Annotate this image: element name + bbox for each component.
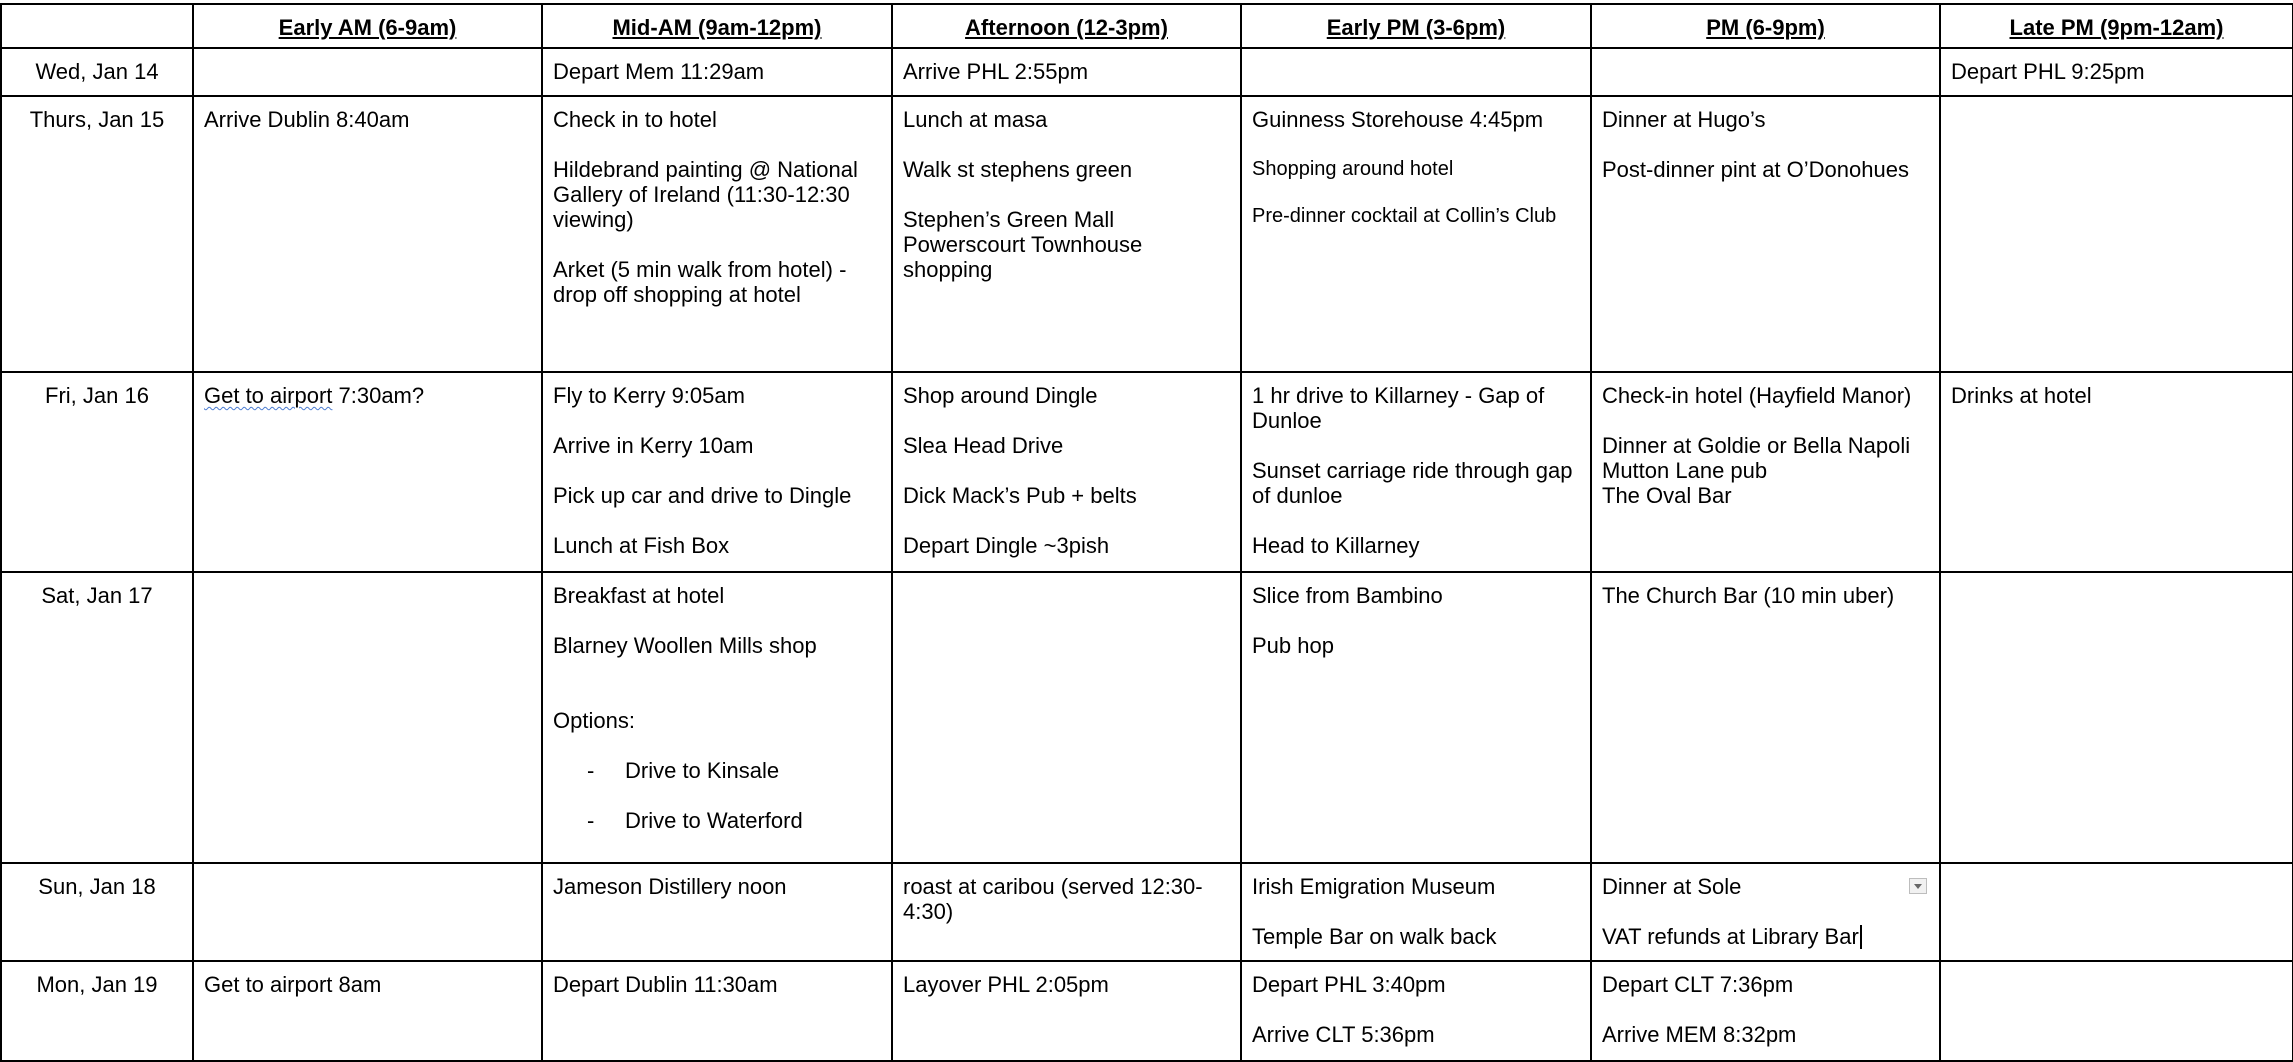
cell-entry: Pub hop xyxy=(1252,633,1334,658)
cell-entry: Blarney Woollen Mills shop xyxy=(553,633,817,658)
cell-entry: Lunch at masa xyxy=(903,107,1048,132)
cell-entry: Pick up car and drive to Dingle xyxy=(553,483,852,508)
cell-entry: Arket (5 min walk from hotel) - drop off shopping at hotel xyxy=(553,257,847,307)
table-cell[interactable] xyxy=(1940,48,2293,96)
list-dash: - xyxy=(587,808,595,833)
table-cell[interactable] xyxy=(542,372,892,572)
cell-entry: Arrive CLT 5:36pm xyxy=(1252,1022,1435,1047)
cell-entry: 1 hr drive to Killarney - Gap of Dunloe xyxy=(1252,383,1545,433)
table-cell[interactable] xyxy=(1241,961,1591,1061)
table-cell[interactable] xyxy=(542,961,892,1061)
cell-entry: Depart Dingle ~3pish xyxy=(903,533,1110,558)
cell-entry: Depart Dublin 11:30am xyxy=(553,972,778,997)
cell-entry: Arrive PHL 2:55pm xyxy=(903,59,1089,84)
table-cell[interactable] xyxy=(193,863,542,961)
table-cell[interactable] xyxy=(1591,96,1940,372)
table-cell[interactable] xyxy=(542,572,892,863)
cell-entry: Depart PHL 9:25pm xyxy=(1951,59,2145,84)
table-cell[interactable] xyxy=(892,961,1241,1061)
cell-entry: Arrive in Kerry 10am xyxy=(553,433,754,458)
cell-entry: Depart CLT 7:36pm xyxy=(1602,972,1794,997)
cell-entry: Layover PHL 2:05pm xyxy=(903,972,1109,997)
table-cell-active[interactable] xyxy=(1591,863,1940,961)
cell-entry: Depart Mem 11:29am xyxy=(553,59,765,84)
table-cell[interactable] xyxy=(1940,863,2293,961)
cell-entry: Get to airport 8am xyxy=(204,972,382,997)
cell-entry: Arrive Dublin 8:40am xyxy=(204,107,410,132)
table-cell[interactable] xyxy=(1591,961,1940,1061)
table-cell[interactable] xyxy=(193,96,542,372)
table-cell[interactable] xyxy=(1241,48,1591,96)
cell-entry: Walk st stephens green xyxy=(903,157,1133,182)
list-dash: - xyxy=(587,758,595,783)
cell-entry: Get to airport 7:30am? xyxy=(204,383,425,408)
day-label[interactable]: Thurs, Jan 15 xyxy=(1,96,193,372)
table-cell[interactable] xyxy=(892,863,1241,961)
cell-entry: Dinner at Sole xyxy=(1602,874,1742,899)
options-label: Options: xyxy=(553,708,635,733)
cell-entry: Check-in hotel (Hayfield Manor) xyxy=(1602,383,1912,408)
editing-text: VAT refunds at Library Bar xyxy=(1602,924,1859,949)
header-late-pm[interactable]: Late PM (9pm-12am) xyxy=(1940,4,2293,48)
table-row xyxy=(1,96,2293,372)
table-cell[interactable] xyxy=(1241,863,1591,961)
table-cell[interactable] xyxy=(1940,572,2293,863)
cell-entry: roast at caribou (served 12:30-4:30) xyxy=(903,874,1203,924)
cell-entry: Stephen’s Green Mall Powerscourt Townhouse shopping xyxy=(903,207,1143,282)
table-cell[interactable] xyxy=(1591,372,1940,572)
day-label[interactable]: Mon, Jan 19 xyxy=(1,961,193,1061)
cell-entry: Fly to Kerry 9:05am xyxy=(553,383,745,408)
header-early-pm[interactable]: Early PM (3-6pm) xyxy=(1241,4,1591,48)
option-text: Drive to Waterford xyxy=(625,808,803,833)
day-label[interactable]: Sun, Jan 18 xyxy=(1,863,193,961)
cell-entry: Dick Mack’s Pub + belts xyxy=(903,483,1137,508)
cell-entry: Shopping around hotel xyxy=(1252,158,1454,180)
table-cell[interactable] xyxy=(193,372,542,572)
itinerary-table xyxy=(0,3,2293,1062)
cell-entry: The Church Bar (10 min uber) xyxy=(1602,583,1895,608)
table-cell[interactable] xyxy=(542,96,892,372)
table-cell[interactable] xyxy=(1940,372,2293,572)
option-item xyxy=(553,808,881,833)
table-cell[interactable] xyxy=(1241,572,1591,863)
table-cell[interactable] xyxy=(193,961,542,1061)
cell-entry: Dinner at Hugo’s xyxy=(1602,107,1766,132)
cell-entry: Dinner at Goldie or Bella Napoli Mutton Lane pub The Oval Bar xyxy=(1602,433,1911,508)
cell-entry: Slice from Bambino xyxy=(1252,583,1443,608)
header-pm[interactable]: PM (6-9pm) xyxy=(1591,4,1940,48)
cell-entry: Drinks at hotel xyxy=(1951,383,2092,408)
table-cell[interactable] xyxy=(542,48,892,96)
table-cell[interactable] xyxy=(1940,96,2293,372)
header-row xyxy=(1,4,2293,48)
options-block xyxy=(553,683,881,858)
option-item xyxy=(553,758,881,783)
table-cell[interactable] xyxy=(1591,48,1940,96)
option-text: Drive to Kinsale xyxy=(625,758,780,783)
table-cell[interactable] xyxy=(193,572,542,863)
cell-entry: Depart PHL 3:40pm xyxy=(1252,972,1446,997)
cell-entry: Guinness Storehouse 4:45pm xyxy=(1252,107,1544,132)
cell-entry: Pre-dinner cocktail at Collin’s Club xyxy=(1252,205,1557,227)
table-cell[interactable] xyxy=(1940,961,2293,1061)
chevron-down-icon[interactable] xyxy=(1909,878,1927,894)
cell-entry-editing xyxy=(1602,924,1929,949)
day-label[interactable]: Fri, Jan 16 xyxy=(1,372,193,572)
cell-entry: Temple Bar on walk back xyxy=(1252,924,1497,949)
table-cell[interactable] xyxy=(892,48,1241,96)
table-cell[interactable] xyxy=(193,48,542,96)
cell-entry: Jameson Distillery noon xyxy=(553,874,787,899)
cell-entry: Hildebrand painting @ National Gallery of Ireland (11:30-12:30 viewing) xyxy=(553,157,858,232)
table-row xyxy=(1,572,2293,863)
table-cell[interactable] xyxy=(892,572,1241,863)
table-row xyxy=(1,48,2293,96)
cell-entry: Check in to hotel xyxy=(553,107,717,132)
day-label[interactable]: Wed, Jan 14 xyxy=(1,48,193,96)
table-row xyxy=(1,961,2293,1061)
table-cell[interactable] xyxy=(1241,372,1591,572)
cell-entry: Slea Head Drive xyxy=(903,433,1064,458)
cell-entry: Shop around Dingle xyxy=(903,383,1098,408)
cell-entry: Breakfast at hotel xyxy=(553,583,725,608)
table-cell[interactable] xyxy=(892,372,1241,572)
table-cell[interactable] xyxy=(1591,572,1940,863)
cell-entry: Irish Emigration Museum xyxy=(1252,874,1496,899)
table-cell[interactable] xyxy=(892,96,1241,372)
header-mid-am[interactable]: Mid-AM (9am-12pm) xyxy=(542,4,892,48)
header-corner-cell[interactable] xyxy=(1,4,193,48)
text-cursor xyxy=(1860,925,1862,949)
cell-entry: Post-dinner pint at O’Donohues xyxy=(1602,157,1909,182)
spellcheck-underline: Get to airport xyxy=(204,383,333,408)
cell-entry: Head to Killarney xyxy=(1252,533,1420,558)
table-cell[interactable] xyxy=(1241,96,1591,372)
cell-entry: Sunset carriage ride through gap of dunloe xyxy=(1252,458,1573,508)
day-label[interactable]: Sat, Jan 17 xyxy=(1,572,193,863)
table-row xyxy=(1,863,2293,961)
table-cell[interactable] xyxy=(542,863,892,961)
table-row xyxy=(1,372,2293,572)
header-afternoon[interactable]: Afternoon (12-3pm) xyxy=(892,4,1241,48)
active-cell-wrap xyxy=(1602,874,1929,949)
cell-entry: Arrive MEM 8:32pm xyxy=(1602,1022,1797,1047)
header-early-am[interactable]: Early AM (6-9am) xyxy=(193,4,542,48)
cell-entry: Lunch at Fish Box xyxy=(553,533,730,558)
